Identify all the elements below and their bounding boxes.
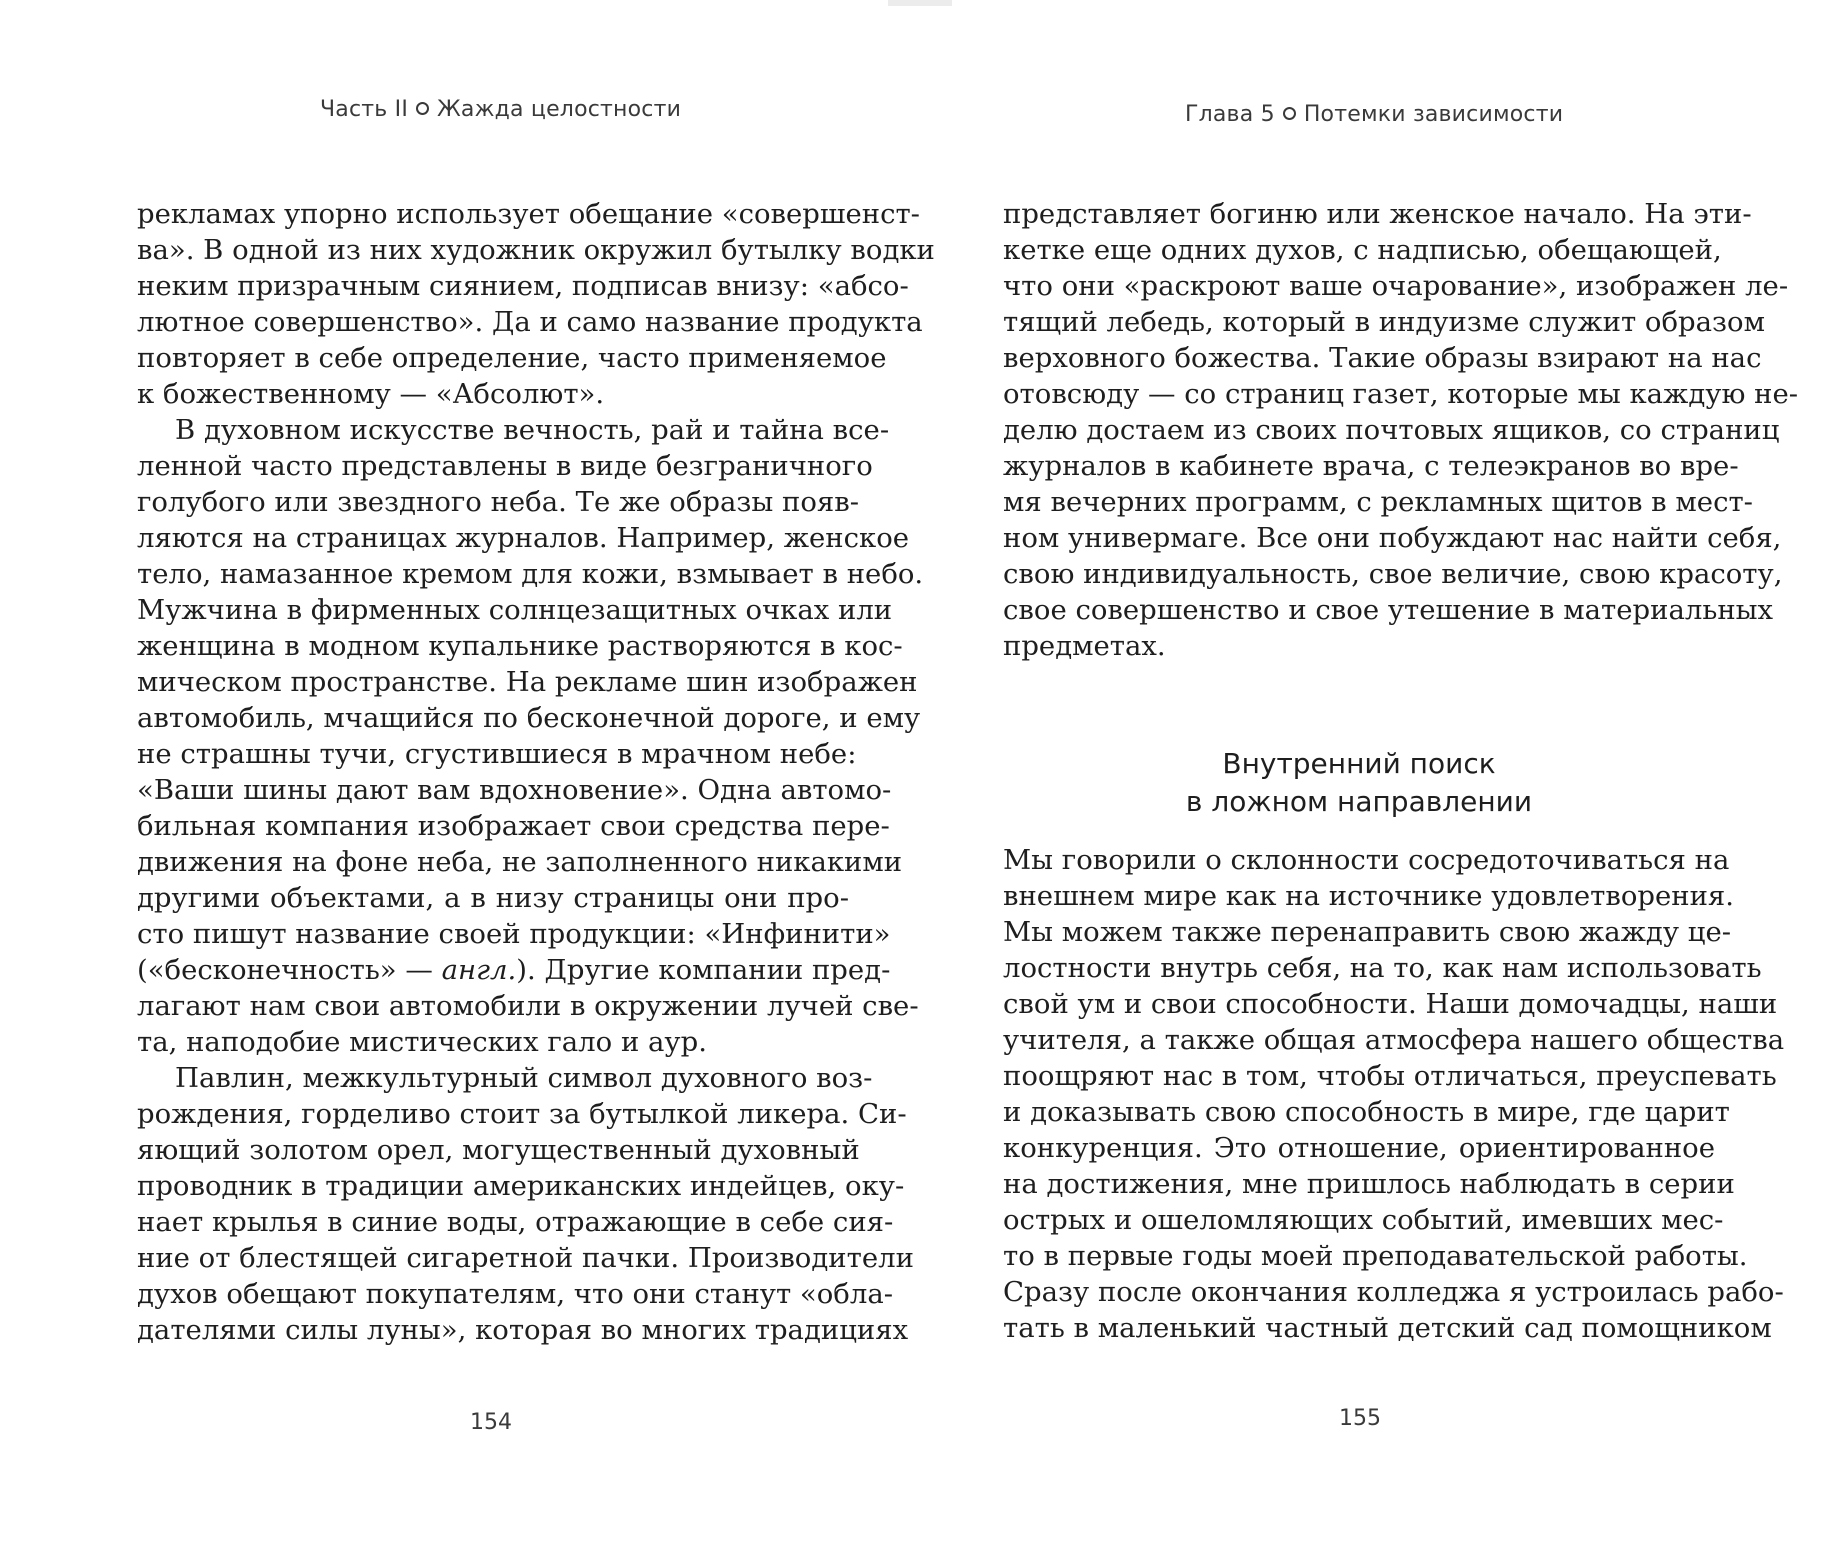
text-line: женщина в модном купальнике растворяются в кос-	[137, 630, 903, 662]
left-running-head	[320, 97, 681, 122]
text-line: Павлин, межкультурный символ духовного воз-	[175, 1062, 873, 1094]
text-line: свой ум и свои способности. Наши домочадцы, наши	[1003, 988, 1778, 1020]
right-page	[920, 0, 1840, 1550]
text-line: ние от блестящей сигаретной пачки. Производители	[137, 1242, 914, 1274]
text-line: конкуренция. Это отношение, ориентированное	[1003, 1132, 1715, 1164]
text-line: лостности внутрь себя, на то, как нам использовать	[1003, 952, 1762, 984]
text-line: дателями силы луны», которая во многих традициях	[137, 1314, 909, 1346]
text-line: тело, намазанное кремом для кожи, взмывает в небо.	[137, 558, 924, 590]
text-line: повторяет в себе определение, часто применяемое	[137, 342, 887, 374]
text-line: та, наподобие мистических гало и аур.	[137, 1026, 707, 1058]
section-heading-line: в ложном направлении	[1185, 785, 1533, 818]
text-line: В духовном искусстве вечность, рай и тайна все-	[175, 414, 890, 446]
text-line: предметах.	[1003, 630, 1166, 662]
left-running-head-title: Жажда целостности	[437, 97, 682, 122]
text-line: Мы говорили о склонности сосредоточиваться на	[1003, 844, 1730, 876]
right-running-head-part: Глава 5	[1185, 102, 1275, 127]
text-line: учителя, а также общая атмосфера нашего общества	[1003, 1024, 1785, 1056]
text-line: делю достаем из своих почтовых ящиков, со страниц	[1003, 414, 1780, 446]
text-line: ном универмаге. Все они побуждают нас найти себя,	[1003, 522, 1782, 554]
text-line: ленной часто представлены в виде безграничного	[137, 450, 873, 482]
left-body-text	[137, 196, 935, 1348]
text-line: автомобиль, мчащийся по бесконечной дороге, и ему	[137, 702, 921, 734]
text-line: «Ваши шины дают вам вдохновение». Одна автомо-	[137, 774, 892, 806]
section-heading-line: Внутренний поиск	[1222, 747, 1496, 780]
text-line: Мужчина в фирменных солнцезащитных очках или	[137, 594, 893, 626]
text-line: голубого или звездного неба. Те же образы появ-	[137, 486, 860, 518]
text-line: то в первые годы моей преподавательской работы.	[1003, 1240, 1748, 1272]
text-line: рождения, горделиво стоит за бутылкой ликера. Си-	[137, 1098, 907, 1130]
text-line: острых и ошеломляющих событий, имевших мес-	[1003, 1204, 1724, 1236]
text-line: Сразу после окончания колледжа я устроилась рабо-	[1003, 1276, 1784, 1308]
text-segment: ). Другие компании пред-	[516, 954, 891, 986]
text-segment: («бесконечность» —	[137, 954, 442, 986]
right-running-head	[1185, 102, 1563, 127]
text-line: что они «раскроют ваше очарование», изображен ле-	[1003, 270, 1789, 302]
text-line: движения на фоне неба, не заполненного никакими	[137, 846, 903, 878]
text-line: не страшны тучи, сгустившиеся в мрачном небе:	[137, 738, 857, 770]
text-line: на достижения, мне пришлось наблюдать в серии	[1003, 1168, 1735, 1200]
text-line: ляются на страницах журналов. Например, женское	[137, 522, 910, 554]
text-line: лагают нам свои автомобили в окружении лучей све-	[137, 990, 919, 1022]
text-line: свою индивидуальность, свое величие, свою красоту,	[1003, 558, 1783, 590]
text-line: поощряют нас в том, чтобы отличаться, преуспевать	[1003, 1060, 1777, 1092]
text-line: другими объектами, а в низу страницы они про-	[137, 882, 849, 914]
text-line: тящий лебедь, который в индуизме служит образом	[1003, 306, 1765, 338]
right-page-number: 155	[1339, 1406, 1381, 1431]
left-page-number: 154	[470, 1410, 512, 1435]
text-line: бильная компания изображает свои средства пере-	[137, 810, 890, 842]
text-line: рекламах упорно использует обещание «совершенст-	[137, 198, 920, 230]
text-line: нает крылья в синие воды, отражающие в себе сия-	[137, 1206, 894, 1238]
text-line: проводник в традиции американских индейцев, оку-	[137, 1170, 905, 1202]
text-line: мя вечерних программ, с рекламных щитов в мест-	[1003, 486, 1753, 518]
text-line: свое совершенство и свое утешение в материальных	[1003, 594, 1774, 626]
right-body-text-top	[1003, 196, 1799, 664]
text-line: Мы можем также перенаправить свою жажду це-	[1003, 916, 1732, 948]
text-line: представляет богиню или женское начало. На эти-	[1003, 198, 1752, 230]
text-line: кетке еще одних духов, с надписью, обещающей,	[1003, 234, 1722, 266]
section-heading	[1003, 745, 1715, 821]
right-body-text-bottom	[1003, 842, 1785, 1346]
italic-abbreviation: англ.	[441, 954, 517, 986]
text-line: сто пишут название своей продукции: «Инфинити»	[137, 918, 891, 950]
bullet-icon	[416, 102, 429, 115]
text-line: ва». В одной из них художник окружил бутылку водки	[137, 234, 935, 266]
left-running-head-part: Часть II	[320, 97, 409, 122]
text-line: тать в маленький частный детский сад помощником	[1003, 1312, 1772, 1344]
text-line: духов обещают покупателям, что они станут «обла-	[137, 1278, 894, 1310]
right-running-head-title: Потемки зависимости	[1303, 102, 1564, 127]
text-line: мическом пространстве. На рекламе шин изображен	[137, 666, 918, 698]
text-line: журналов в кабинете врача, с телеэкранов во вре-	[1003, 450, 1739, 482]
text-line-mixed	[137, 952, 891, 988]
text-line: внешнем мире как на источнике удовлетворения.	[1003, 880, 1735, 912]
text-line: отовсюду — со страниц газет, которые мы каждую не-	[1003, 378, 1799, 410]
text-line: верховного божества. Такие образы взирают на нас	[1003, 342, 1762, 374]
bullet-icon	[1283, 107, 1296, 120]
text-line: лютное совершенство». Да и само название продукта	[137, 306, 923, 338]
text-line: и доказывать свою способность в мире, где царит	[1003, 1096, 1730, 1128]
text-line: неким призрачным сиянием, подписав внизу: «абсо-	[137, 270, 909, 302]
text-line: к божественному — «Абсолют».	[137, 378, 605, 410]
text-line: яющий золотом орел, могущественный духовный	[137, 1134, 860, 1166]
